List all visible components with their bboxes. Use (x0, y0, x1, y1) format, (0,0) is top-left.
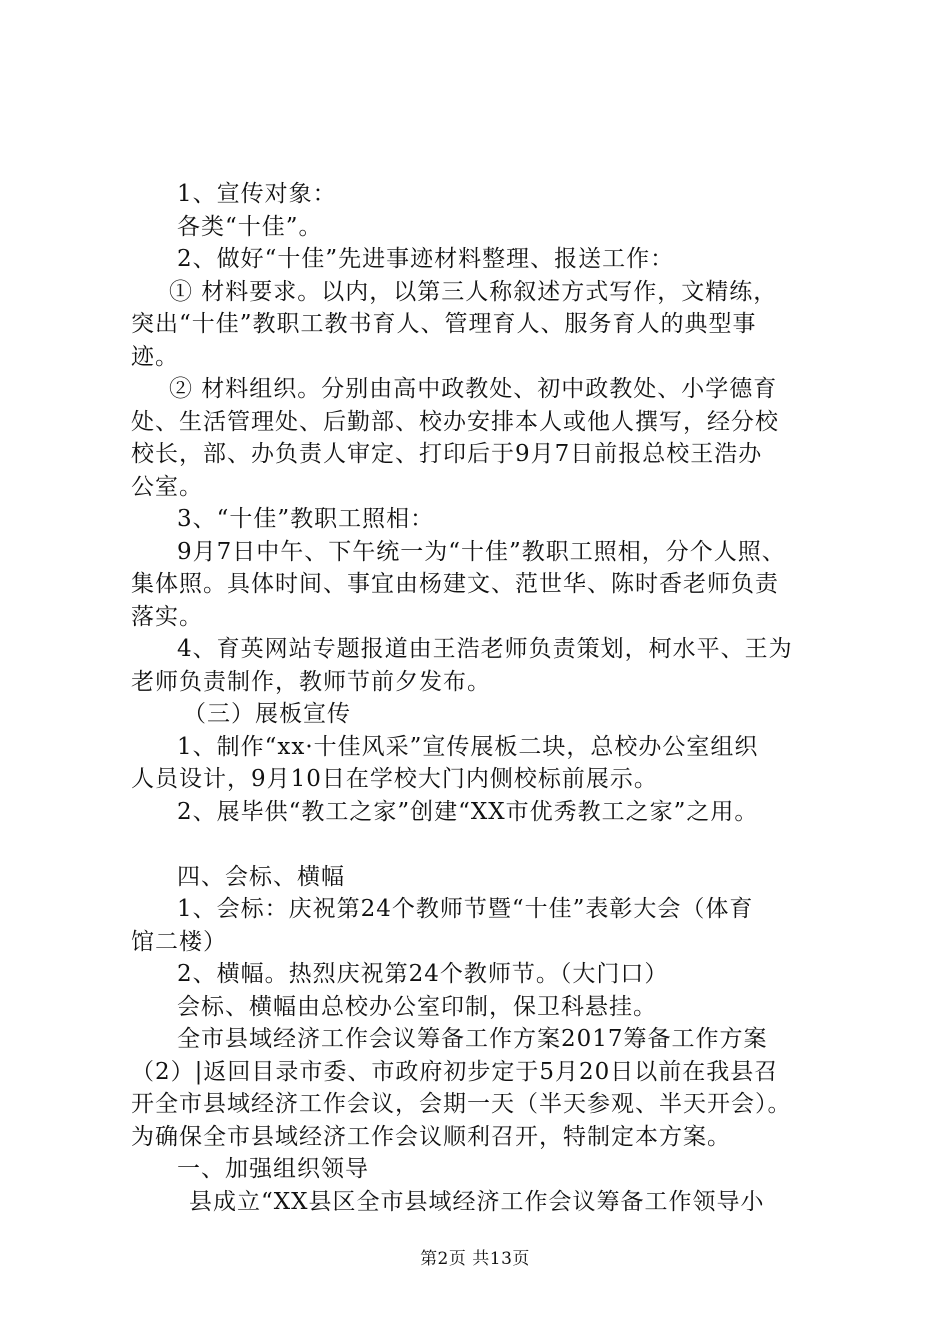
paragraph-line: 9月7日中午、下午统一为“十佳”教职工照相，分个人照、 (177, 538, 786, 565)
paragraph-line: 2、展毕供“教工之家”创建“XX市优秀教工之家”之用。 (177, 798, 759, 825)
paragraph-line: 会标、横幅由总校办公室印制，保卫科悬挂。 (177, 993, 657, 1020)
section-heading: 四、会标、横幅 (177, 863, 345, 890)
paragraph-line: ① 材料要求。以内，以第三人称叙述方式写作，文精练， (169, 278, 778, 305)
paragraph-line: 开全市县域经济工作会议，会期一天（半天参观、半天开会）。 (131, 1091, 792, 1117)
paragraph-line: 人员设计，9月10日在学校大门内侧校标前展示。 (131, 766, 658, 792)
section-heading: 一、加强组织领导 (177, 1156, 369, 1182)
paragraph-line: 老师负责制作，教师节前夕发布。 (131, 668, 491, 695)
paragraph-line: 校长，部、办负责人审定、打印后于9月7日前报总校王浩办 (131, 441, 763, 467)
paragraph-line: 4、育英网站专题报道由王浩老师负责策划，柯水平、王为 (177, 636, 793, 662)
blank-line (131, 828, 846, 861)
paragraph-line: 突出“十佳”教职工教书育人、管理育人、服务育人的典型事 (131, 311, 757, 337)
paragraph-line: 落实。 (131, 603, 203, 630)
paragraph-line: 县成立“XX县区全市县域经济工作会议筹备工作领导小 (189, 1188, 765, 1215)
paragraph-line: 2、横幅。热烈庆祝第24个教师节。（大门口） (177, 961, 669, 987)
paragraph-line: 各类“十佳”。 (177, 213, 323, 240)
paragraph-line: 为确保全市县域经济工作会议顺利召开，特制定本方案。 (131, 1123, 731, 1150)
paragraph-line: 3、“十佳”教职工照相： (177, 506, 435, 532)
paragraph-line: 2、做好“十佳”先进事迹材料整理、报送工作： (177, 246, 675, 272)
paragraph-line: 1、制作“xx·十佳风采”宣传展板二块，总校办公室组织 (177, 733, 759, 760)
paragraph-line: 全市县域经济工作会议筹备工作方案2017筹备工作方案 (177, 1026, 768, 1052)
paragraph-line: ② 材料组织。分别由高中政教处、初中政教处、小学德育 (169, 376, 778, 402)
paragraph-line: 1、宣传对象： (177, 181, 337, 207)
document-body (131, 178, 846, 1218)
page-footer: 第2页 共13页 (420, 1249, 530, 1269)
paragraph-line: 处、生活管理处、后勤部、校办安排本人或他人撰写，经分校 (131, 408, 779, 435)
paragraph-line: 公室。 (131, 473, 203, 500)
section-heading: （三）展板宣传 (183, 701, 351, 727)
paragraph-line: 迹。 (131, 343, 179, 370)
paragraph-line: 1、会标：庆祝第24个教师节暨“十佳”表彰大会（体育 (177, 896, 754, 922)
paragraph-line: 馆二楼） (131, 928, 227, 955)
paragraph-line: （2）|返回目录市委、市政府初步定于5月20日以前在我县召 (131, 1058, 779, 1085)
paragraph-line: 集体照。具体时间、事宜由杨建文、范世华、陈时香老师负责 (131, 571, 779, 597)
